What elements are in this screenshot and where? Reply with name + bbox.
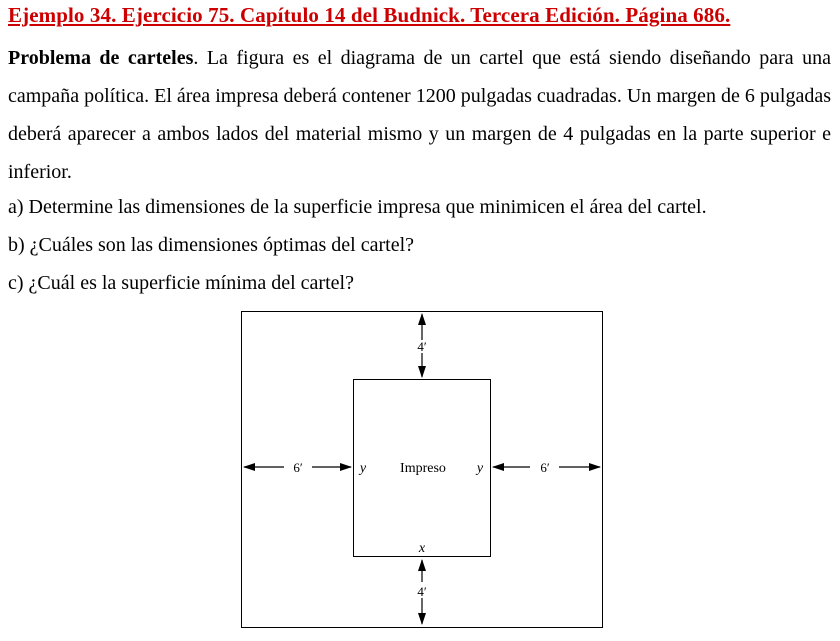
right-margin-dimension	[493, 460, 600, 475]
question-c: c) ¿Cuál es la superficie mínima del cartel?	[8, 272, 354, 294]
top-margin-dimension	[417, 314, 427, 377]
bottom-margin-dimension	[417, 560, 427, 624]
width-variable: x	[418, 541, 426, 556]
top-margin-label: 4′	[417, 339, 427, 354]
left-margin-dimension	[244, 460, 351, 475]
printed-area-label: Impreso	[400, 461, 446, 476]
left-margin-label: 6′	[293, 460, 303, 475]
problem-lead: Problema de carteles	[8, 47, 194, 69]
right-margin-label: 6′	[540, 460, 550, 475]
question-b: b) ¿Cuáles son las dimensiones óptimas del cartel?	[8, 234, 415, 256]
document-title: Ejemplo 34. Ejercicio 75. Capítulo 14 del Budnick. Tercera Edición. Página 686.	[8, 3, 731, 27]
bottom-margin-label: 4′	[417, 584, 427, 599]
height-variable-left: y	[359, 461, 367, 476]
problem-text: . La figura es el diagrama de un cartel que está siendo diseñando para una campaña política. El área impresa deberá contener 1200 pulgadas cuadradas. Un margen de 6 pulgadas deberá aparecer a ambos lados del material mismo y un margen de 4 pulgadas en la parte superior e inferior.	[8, 47, 831, 183]
height-variable-right: y	[476, 461, 484, 476]
question-a: a) Determine las dimensiones de la superficie impresa que minimicen el área del cartel.	[8, 196, 707, 218]
